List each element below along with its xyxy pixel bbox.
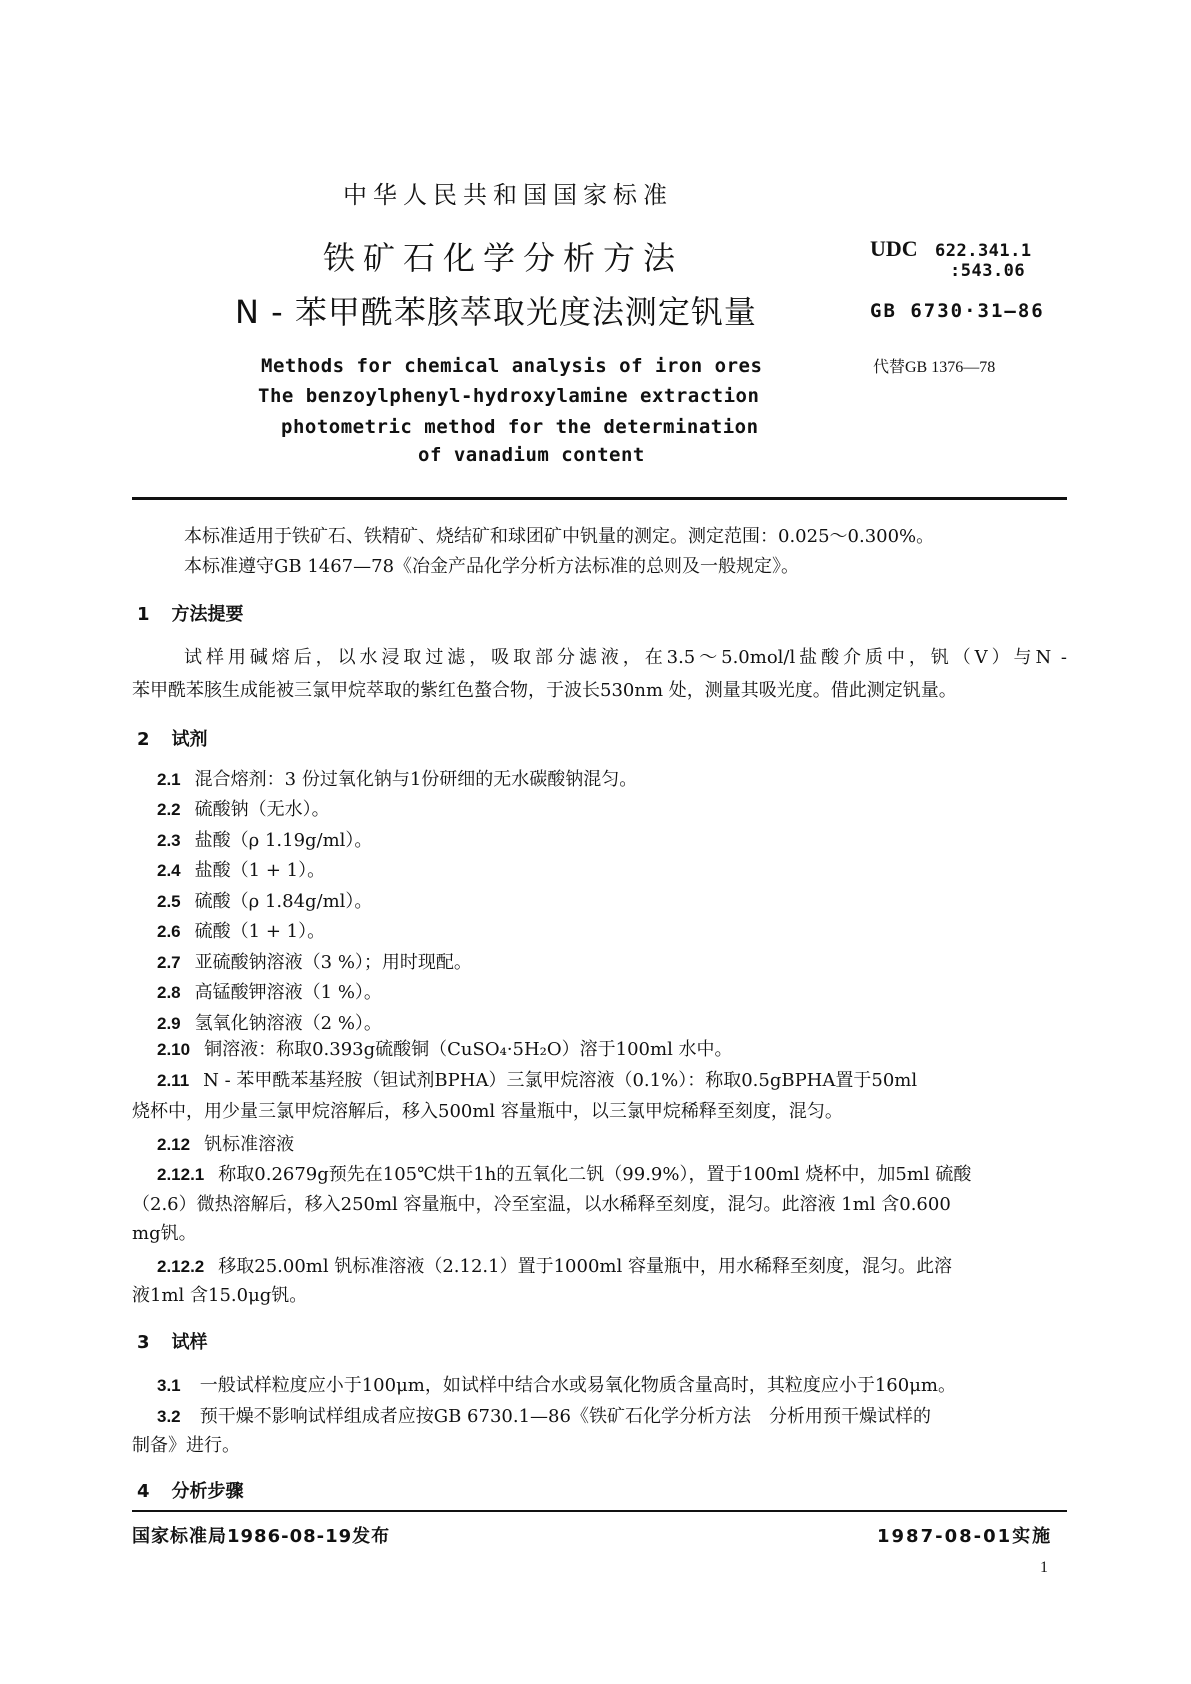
item-number: 2.1	[157, 770, 181, 789]
item-text: 钒标准溶液	[204, 1134, 295, 1155]
title-en-1: Methods for chemical analysis of iron ores	[261, 355, 763, 377]
reagent-item-continuation: 液1ml 含15.0μg钒。	[132, 1285, 308, 1306]
item-number: 3.2	[157, 1407, 181, 1426]
section-number: 4	[137, 1481, 150, 1502]
sample-item-3-2-cont: 制备》进行。	[132, 1435, 240, 1456]
issue-date: 国家标准局1986-08-19发布	[132, 1526, 391, 1547]
section-4-heading	[137, 1483, 244, 1501]
udc-code-2: :543.06	[950, 261, 1026, 281]
reagent-item-continuation: mg钒。	[132, 1223, 197, 1244]
item-number: 2.11	[157, 1071, 190, 1090]
reagent-item-2-3	[157, 832, 372, 850]
reagent-item-2-10	[157, 1041, 733, 1059]
item-text: 氢氧化钠溶液（2 %）。	[194, 1013, 382, 1034]
section-2-heading	[137, 731, 208, 749]
sample-item-3-2	[157, 1408, 931, 1426]
title-en-3: photometric method for the determination	[281, 416, 759, 438]
reagent-item-2-12-2	[157, 1258, 952, 1276]
item-text: 硫酸（ρ 1.84g/ml）。	[194, 891, 373, 912]
section-1-heading	[137, 606, 244, 624]
intro-scope: 本标准适用于铁矿石、铁精矿、烧结矿和球团矿中钒量的测定。测定范围：0.025～0.300%。	[184, 526, 935, 547]
item-number: 2.2	[157, 800, 181, 819]
reagent-item-continuation: （2.6）微热溶解后，移入250ml 容量瓶中，冷至室温，以水稀释至刻度，混匀。此溶液 1ml 含0.600	[132, 1194, 951, 1215]
replaces-label: 代替GB 1376—78	[873, 359, 996, 376]
item-number: 2.7	[157, 953, 181, 972]
header-divider	[132, 497, 1067, 500]
title-cn-1: 铁矿石化学分析方法	[323, 239, 684, 277]
item-number: 2.9	[157, 1014, 181, 1033]
section-title: 试剂	[171, 729, 208, 750]
section-title: 试样	[171, 1332, 208, 1353]
item-text: N - 苯甲酰苯基羟胺（钽试剂BPHA）三氯甲烷溶液（0.1%）：称取0.5gBPHA置于50ml	[203, 1070, 918, 1091]
reagent-item-2-12-1	[157, 1166, 971, 1184]
section-title: 分析步骤	[171, 1481, 244, 1502]
item-text: 硫酸（1 + 1）。	[194, 921, 326, 942]
item-text: 混合熔剂：3 份过氧化钠与1份研细的无水碳酸钠混匀。	[194, 769, 638, 790]
section-number: 2	[137, 729, 150, 750]
method-summary-line-1: 试样用碱熔后，以水浸取过滤，吸取部分滤液，在3.5～5.0mol/l盐酸介质中，钒（V）与N -	[184, 647, 1067, 668]
item-text: 盐酸（1 + 1）。	[194, 860, 326, 881]
item-number: 2.6	[157, 922, 181, 941]
intro-compliance: 本标准遵守GB 1467—78《冶金产品化学分析方法标准的总则及一般规定》。	[184, 556, 800, 577]
item-text: 高锰酸钾溶液（1 %）。	[194, 982, 382, 1003]
reagent-item-continuation: 烧杯中，用少量三氯甲烷溶解后，移入500ml 容量瓶中，以三氯甲烷稀释至刻度，混匀。	[132, 1101, 843, 1122]
section-title: 方法提要	[171, 604, 244, 625]
footer-divider	[132, 1510, 1067, 1512]
reagent-item-2-4	[157, 862, 325, 880]
item-number: 2.12	[157, 1135, 191, 1154]
section-number: 1	[137, 604, 150, 625]
reagent-item-2-9	[157, 1015, 382, 1033]
page-number: 1	[1040, 1559, 1048, 1576]
item-text: 亚硫酸钠溶液（3 %）；用时现配。	[194, 952, 472, 973]
reagent-item-2-7	[157, 954, 472, 972]
reagent-item-2-8	[157, 984, 382, 1002]
item-text: 预干燥不影响试样组成者应按GB 6730.1—86《铁矿石化学分析方法 分析用预干燥试样的	[199, 1406, 931, 1427]
sample-item-3-1	[157, 1377, 956, 1395]
item-number: 2.12.1	[157, 1165, 205, 1184]
reagent-item-2-5	[157, 893, 372, 911]
item-text: 盐酸（ρ 1.19g/ml）。	[194, 830, 373, 851]
udc-code-1: 622.341.1	[935, 241, 1032, 261]
reagent-item-2-6	[157, 923, 325, 941]
item-text: 一般试样粒度应小于100μm，如试样中结合水或易氧化物质含量高时，其粒度应小于160μm。	[199, 1375, 956, 1396]
item-number: 2.12.2	[157, 1257, 205, 1276]
item-number: 2.10	[157, 1040, 191, 1059]
item-number: 2.3	[157, 831, 181, 850]
reagent-item-2-11	[157, 1072, 917, 1090]
reagent-item-2-2	[157, 801, 330, 819]
effective-date: 1987-08-01实施	[877, 1526, 1053, 1547]
item-text: 移取25.00ml 钒标准溶液（2.12.1）置于1000ml 容量瓶中，用水稀释至刻度，混匀。此溶	[218, 1256, 952, 1277]
item-number: 3.1	[157, 1376, 181, 1395]
item-number: 2.5	[157, 892, 181, 911]
method-summary-line-2: 苯甲酰苯胲生成能被三氯甲烷萃取的紫红色螯合物，于波长530nm 处，测量其吸光度。借此测定钒量。	[132, 680, 957, 701]
item-text: 硫酸钠（无水）。	[194, 799, 330, 820]
national-standard-label: 中华人民共和国国家标准	[343, 181, 673, 209]
section-3-heading	[137, 1334, 208, 1352]
reagent-item-2-12	[157, 1136, 294, 1154]
section-number: 3	[137, 1332, 150, 1353]
udc-label: UDC	[870, 236, 918, 261]
item-text: 称取0.2679g预先在105℃烘干1h的五氧化二钒（99.9%），置于100ml 烧杯中，加5ml 硫酸	[218, 1164, 972, 1185]
gb-code: GB 6730·31—86	[870, 300, 1045, 322]
title-cn-2: N - 苯甲酰苯胲萃取光度法测定钒量	[235, 293, 757, 331]
reagent-item-2-1	[157, 771, 637, 789]
title-en-2: The benzoylphenyl-hydroxylamine extraction	[258, 385, 760, 407]
item-text: 铜溶液：称取0.393g硫酸铜（CuSO₄·5H₂O）溶于100ml 水中。	[204, 1039, 733, 1060]
item-number: 2.8	[157, 983, 181, 1002]
title-en-4: of vanadium content	[418, 444, 645, 466]
item-number: 2.4	[157, 861, 181, 880]
